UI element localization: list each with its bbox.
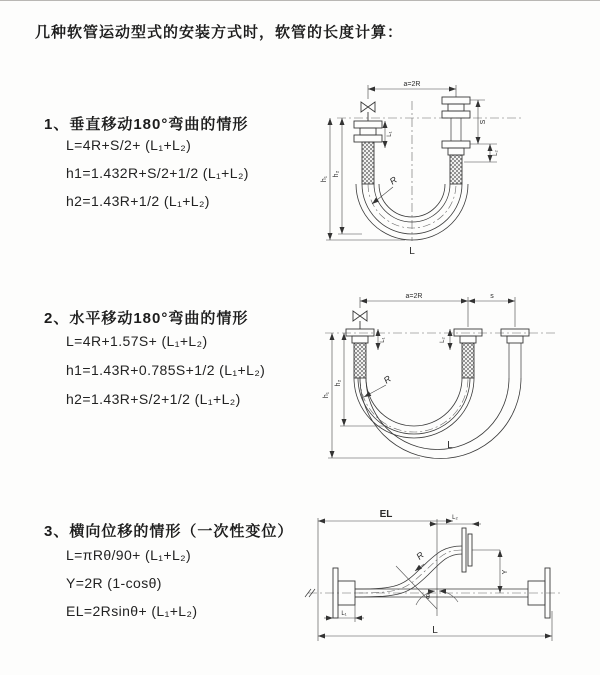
dim-label-h1: h₁ xyxy=(321,175,328,183)
section-2-formula-h1: h1=1.43R+0.785S+1/2 (L₁+L₂) xyxy=(66,362,266,378)
dim-label-l2: L₂ xyxy=(493,150,499,156)
length-label: L xyxy=(432,625,438,636)
dim-label-l1: L₁ xyxy=(341,611,347,617)
section-1-formula-h1: h1=1.432R+S/2+1/2 (L₁+L₂) xyxy=(66,165,249,181)
section-2-formula-L: L=4R+1.57S+ (L₁+L₂) xyxy=(66,333,208,349)
left-fitting xyxy=(354,121,382,184)
middle-fitting xyxy=(454,329,482,378)
dim-label-s: s xyxy=(490,293,494,300)
valve-icon xyxy=(353,311,367,329)
diagram-horizontal-180-bend xyxy=(310,283,595,468)
dim-label-span: a=2R xyxy=(403,81,421,88)
section-3-formula-L: L=πRθ/90+ (L₁+L₂) xyxy=(66,547,192,563)
dim-label-l1: L₁ xyxy=(387,131,393,137)
section-1-formula-h2: h2=1.43R+1/2 (L₁+L₂) xyxy=(66,193,210,209)
angle-theta-label: θ xyxy=(426,594,430,601)
dim-label-h2: h₂ xyxy=(335,379,342,387)
section-1-heading: 1、垂直移动180°弯曲的情形 xyxy=(44,116,249,133)
radius-label: R xyxy=(414,549,426,562)
dim-label-l2: L₂ xyxy=(452,515,458,521)
dim-label-s: S xyxy=(480,119,487,125)
left-fitting xyxy=(346,329,374,378)
dim-label-h2: h₂ xyxy=(333,170,340,178)
radius-leader xyxy=(372,187,393,204)
page-title: 几种软管运动型式的安装方式时，软管的长度计算： xyxy=(35,24,404,41)
dim-label-span: a=2R xyxy=(405,293,423,300)
diagram-vertical-180-bend xyxy=(315,77,585,257)
length-label: L xyxy=(409,246,415,257)
braided-hose-section xyxy=(450,155,462,184)
section-3-heading: 3、横向位移的情形（一次性变位） xyxy=(44,523,294,540)
length-label: L xyxy=(447,440,453,451)
dim-label-el: EL xyxy=(379,509,393,520)
section-3-formula-Y: Y=2R (1-cosθ) xyxy=(66,575,162,591)
braided-hose-section xyxy=(462,343,474,378)
diagram-lateral-displacement xyxy=(300,506,590,656)
upper-flange xyxy=(462,528,500,572)
braided-hose-section xyxy=(354,343,366,378)
dim-label-h1: h₁ xyxy=(323,391,330,399)
section-2-heading: 2、水平移动180°弯曲的情形 xyxy=(44,310,249,327)
radius-label: R xyxy=(387,174,399,187)
dim-label-l2: L₂ xyxy=(440,337,446,343)
section-3-formula-EL: EL=2Rsinθ+ (L₁+L₂) xyxy=(66,603,198,619)
right-fitting-moved-position xyxy=(501,329,529,378)
radius-label: R xyxy=(381,373,393,386)
dim-label-l1: L₁ xyxy=(380,337,386,343)
right-fitting xyxy=(442,89,470,184)
dim-label-y: Y xyxy=(502,569,509,575)
section-2-formula-h2: h2=1.43R+S/2+1/2 (L₁+L₂) xyxy=(66,391,241,407)
section-1-formula-L: L=4R+S/2+ (L₁+L₂) xyxy=(66,137,192,153)
braided-hose-section xyxy=(362,142,374,184)
